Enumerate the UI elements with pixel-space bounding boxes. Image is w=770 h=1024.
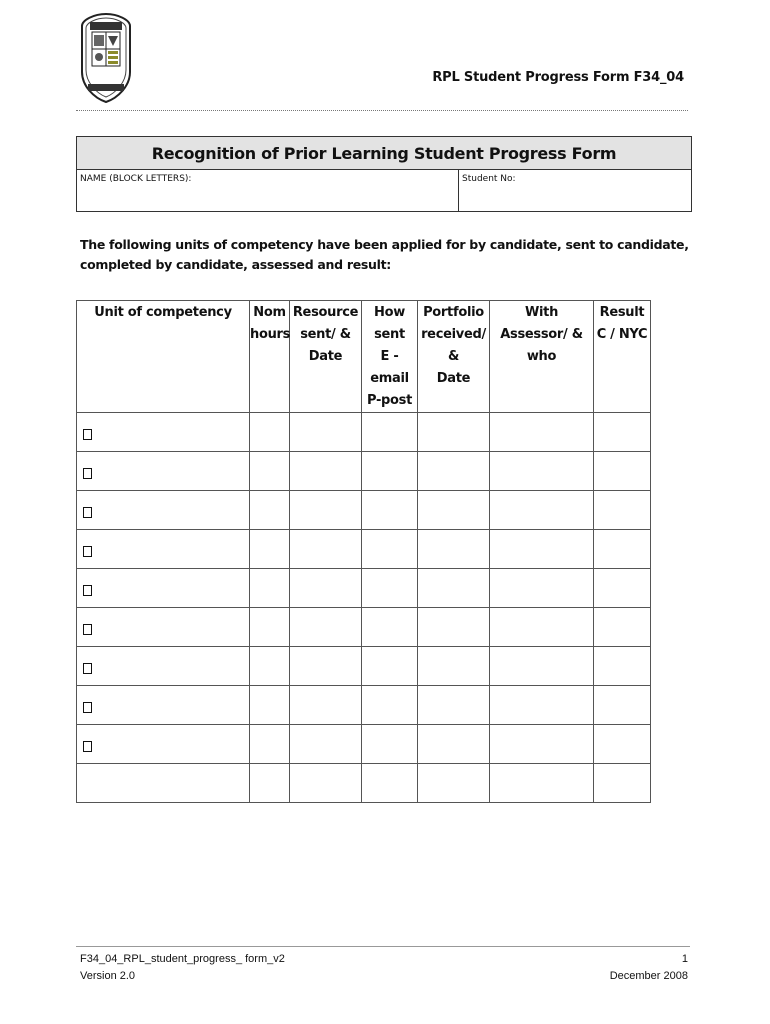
table-cell[interactable] (490, 569, 594, 608)
table-cell[interactable] (290, 569, 362, 608)
table-cell[interactable] (490, 686, 594, 725)
table-cell[interactable] (250, 647, 290, 686)
table-cell[interactable] (594, 491, 651, 530)
table-cell[interactable] (250, 452, 290, 491)
footer-date: December 2008 (609, 970, 688, 982)
name-label: NAME (BLOCK LETTERS): (80, 174, 192, 184)
table-cell[interactable] (490, 764, 594, 803)
table-cell[interactable] (418, 764, 490, 803)
table-cell[interactable] (490, 530, 594, 569)
name-field[interactable] (77, 170, 459, 212)
table-cell[interactable] (490, 608, 594, 647)
footer-right (610, 951, 688, 985)
footer-page-number: 1 (681, 953, 688, 965)
student-info-row (77, 170, 691, 212)
intro-text: The following units of competency have been applied for by candidate, sent to candidate, completed by candidate, assessed and result: (80, 237, 689, 272)
table-cell[interactable] (490, 413, 594, 452)
table-row (77, 491, 651, 530)
competency-table (76, 300, 651, 803)
table-row (77, 530, 651, 569)
table-cell[interactable] (290, 413, 362, 452)
table-cell[interactable] (490, 452, 594, 491)
unit-checkbox[interactable] (83, 741, 92, 752)
table-cell[interactable] (594, 764, 651, 803)
header-resource-sent: Resource sent/ & Date (290, 301, 362, 413)
unit-checkbox[interactable] (83, 429, 92, 440)
unit-checkbox[interactable] (83, 585, 92, 596)
table-cell[interactable] (594, 725, 651, 764)
table-cell[interactable] (418, 413, 490, 452)
table-cell[interactable] (250, 530, 290, 569)
header-with-assessor: With Assessor/ & who (490, 301, 594, 413)
table-cell[interactable] (362, 491, 418, 530)
table-cell[interactable] (290, 647, 362, 686)
table-cell[interactable] (290, 764, 362, 803)
table-cell[interactable] (594, 569, 651, 608)
header-nom-hours: Nom hours (250, 301, 290, 413)
student-no-label: Student No: (462, 174, 516, 184)
table-cell[interactable] (250, 569, 290, 608)
footer-version: Version 2.0 (80, 970, 136, 982)
unit-checkbox[interactable] (83, 702, 92, 713)
table-cell[interactable] (250, 764, 290, 803)
table-cell[interactable] (290, 725, 362, 764)
header-result: Result C / NYC (594, 301, 651, 413)
table-cell[interactable] (490, 647, 594, 686)
table-row (77, 725, 651, 764)
unit-checkbox[interactable] (83, 663, 92, 674)
table-cell[interactable] (362, 608, 418, 647)
header-how-sent: How sent E - email P-post (362, 301, 418, 413)
table-cell[interactable] (362, 725, 418, 764)
table-cell[interactable] (594, 413, 651, 452)
table-cell[interactable] (418, 530, 490, 569)
header-unit-of-competency: Unit of competency (77, 301, 250, 413)
table-cell[interactable] (290, 491, 362, 530)
table-row (77, 608, 651, 647)
form-title: Recognition of Prior Learning Student Progress Form (77, 137, 691, 170)
table-cell[interactable] (490, 491, 594, 530)
document-code: RPL Student Progress Form F34_04 (432, 70, 684, 85)
unit-checkbox[interactable] (83, 507, 92, 518)
table-cell[interactable] (362, 686, 418, 725)
table-cell[interactable] (362, 413, 418, 452)
table-row (77, 686, 651, 725)
table-cell[interactable] (362, 530, 418, 569)
table-cell[interactable] (77, 530, 250, 569)
table-cell[interactable] (290, 686, 362, 725)
table-cell[interactable] (362, 764, 418, 803)
table-row (77, 413, 651, 452)
table-cell[interactable] (250, 413, 290, 452)
table-cell[interactable] (594, 686, 651, 725)
table-cell[interactable] (77, 452, 250, 491)
unit-checkbox[interactable] (83, 624, 92, 635)
table-cell[interactable] (362, 569, 418, 608)
table-cell[interactable] (290, 608, 362, 647)
form-title-box (76, 136, 692, 212)
footer-divider (76, 946, 690, 947)
table-cell[interactable] (290, 530, 362, 569)
table-cell[interactable] (77, 725, 250, 764)
table-row (77, 569, 651, 608)
table-cell[interactable] (362, 647, 418, 686)
school-crest-logo (78, 12, 134, 104)
table-cell[interactable] (250, 491, 290, 530)
table-header-row (77, 301, 651, 413)
table-cell[interactable] (250, 725, 290, 764)
table-cell[interactable] (362, 452, 418, 491)
table-cell[interactable] (77, 764, 250, 803)
table-cell[interactable] (77, 647, 250, 686)
table-cell[interactable] (290, 452, 362, 491)
student-no-field[interactable] (459, 170, 691, 212)
table-cell[interactable] (250, 608, 290, 647)
table-cell[interactable] (418, 452, 490, 491)
table-cell[interactable] (594, 452, 651, 491)
table-cell[interactable] (418, 647, 490, 686)
header-portfolio-received: Portfolio received/ & Date (418, 301, 490, 413)
table-cell[interactable] (490, 725, 594, 764)
table-cell[interactable] (594, 530, 651, 569)
unit-checkbox[interactable] (83, 468, 92, 479)
table-cell[interactable] (77, 686, 250, 725)
table-cell[interactable] (418, 725, 490, 764)
table-cell[interactable] (594, 647, 651, 686)
footer-left (80, 951, 285, 985)
table-cell[interactable] (250, 686, 290, 725)
table-cell[interactable] (77, 491, 250, 530)
table-cell[interactable] (418, 491, 490, 530)
table-row (77, 452, 651, 491)
table-cell[interactable] (77, 608, 250, 647)
unit-checkbox[interactable] (83, 546, 92, 557)
table-cell[interactable] (418, 686, 490, 725)
table-cell[interactable] (594, 608, 651, 647)
table-cell[interactable] (77, 569, 250, 608)
table-cell[interactable] (418, 608, 490, 647)
table-row (77, 764, 651, 803)
header-divider (76, 110, 688, 111)
table-cell[interactable] (418, 569, 490, 608)
table-cell[interactable] (77, 413, 250, 452)
footer-filename: F34_04_RPL_student_progress_ form_v2 (80, 953, 285, 965)
table-row (77, 647, 651, 686)
